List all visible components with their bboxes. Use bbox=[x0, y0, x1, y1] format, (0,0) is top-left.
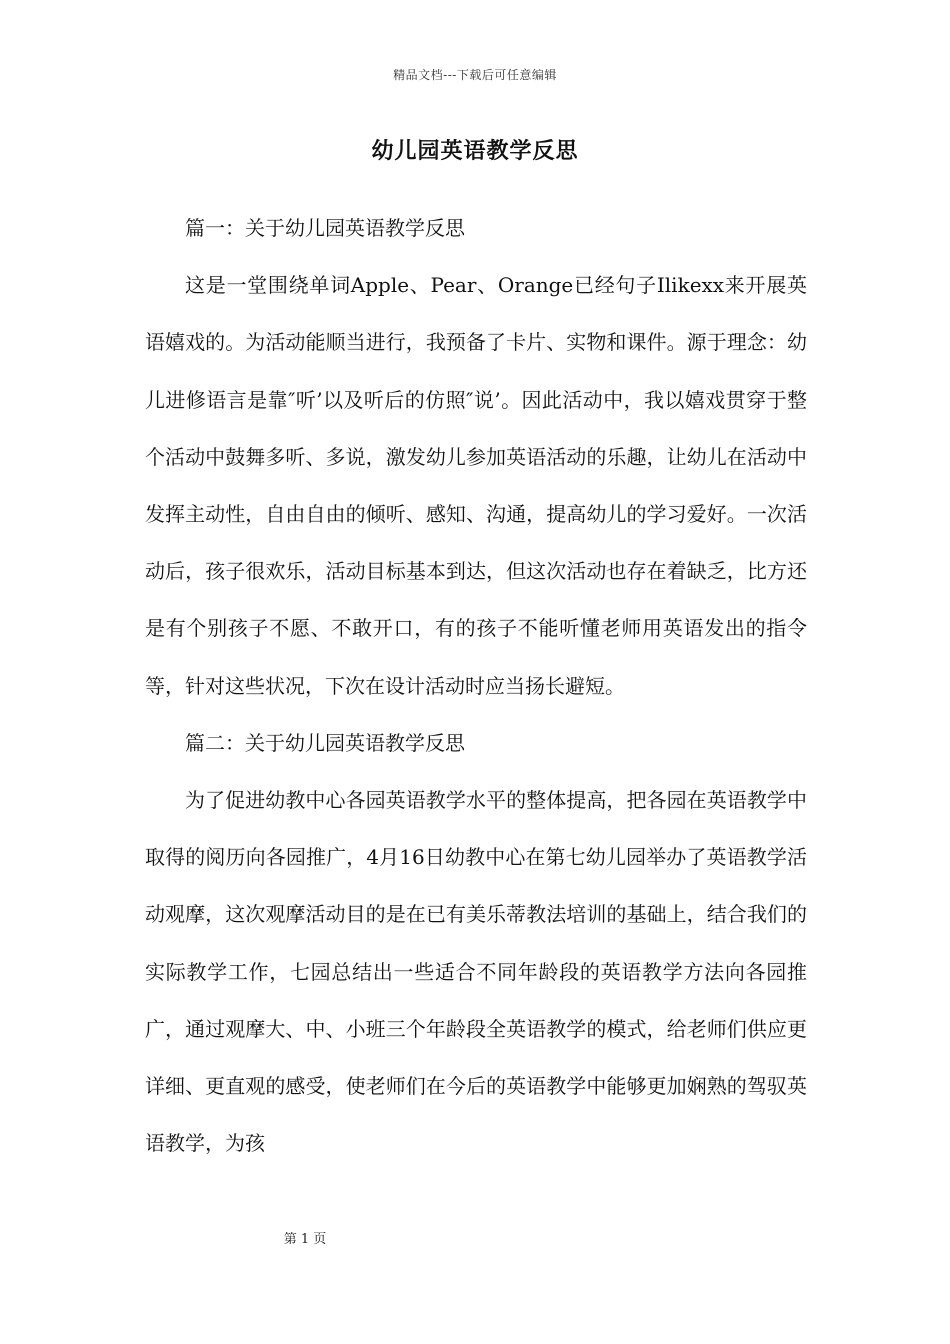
page-header: 精品文档---下载后可任意编辑 bbox=[393, 68, 557, 82]
document-title: 幼儿园英语教学反思 bbox=[371, 138, 579, 164]
section-heading-2: 篇二：关于幼儿园英语教学反思 bbox=[185, 730, 465, 755]
body-paragraph-1: 这是一堂围绕单词Apple、Pear、Orange已经句子Ilikexx来开展英语嬉戏的。为活动能顺当进行，我预备了卡片、实物和课件。源于理念：幼儿进修语言是靠″听’以及听后的仿照″说’。因此活动中，我以嬉戏贯穿于整个活动中鼓舞多听、多说，激发幼儿参加英语活动的乐趣，让幼儿在活动中发挥主动性，自由自由的倾听、感知、沟通，提高幼儿的学习爱好。一次活动后，孩子很欢乐，活动目标基本到达，但这次活动也存在着缺乏，比方还是有个别孩子不愿、不敢开口，有的孩子不能听懂老师用英语发出的指令等，针对这些状况，下次在设计活动时应当扬长避短。 bbox=[145, 273, 807, 698]
page-number: 第 1 页 bbox=[283, 1232, 327, 1247]
section-heading-1: 篇一：关于幼儿园英语教学反思 bbox=[185, 216, 465, 240]
document-body bbox=[145, 200, 807, 1172]
body-paragraph-2: 为了促进幼教中心各园英语教学水平的整体提高，把各园在英语教学中取得的阅历向各园推广，4月16日幼教中心在第七幼儿园举办了英语教学活动观摩，这次观摩活动目的是在已有美乐蒂教法培训的基础上，结合我们的实际教学工作，七园总结出一些适合不同年龄段的英语教学方法向各园推广，通过观摩大、中、小班三个年龄段全英语教学的模式，给老师们供应更详细、更直观的感受，使老师们在今后的英语教学中能够更加娴熟的驾驭英语教学，为孩 bbox=[145, 788, 807, 1156]
